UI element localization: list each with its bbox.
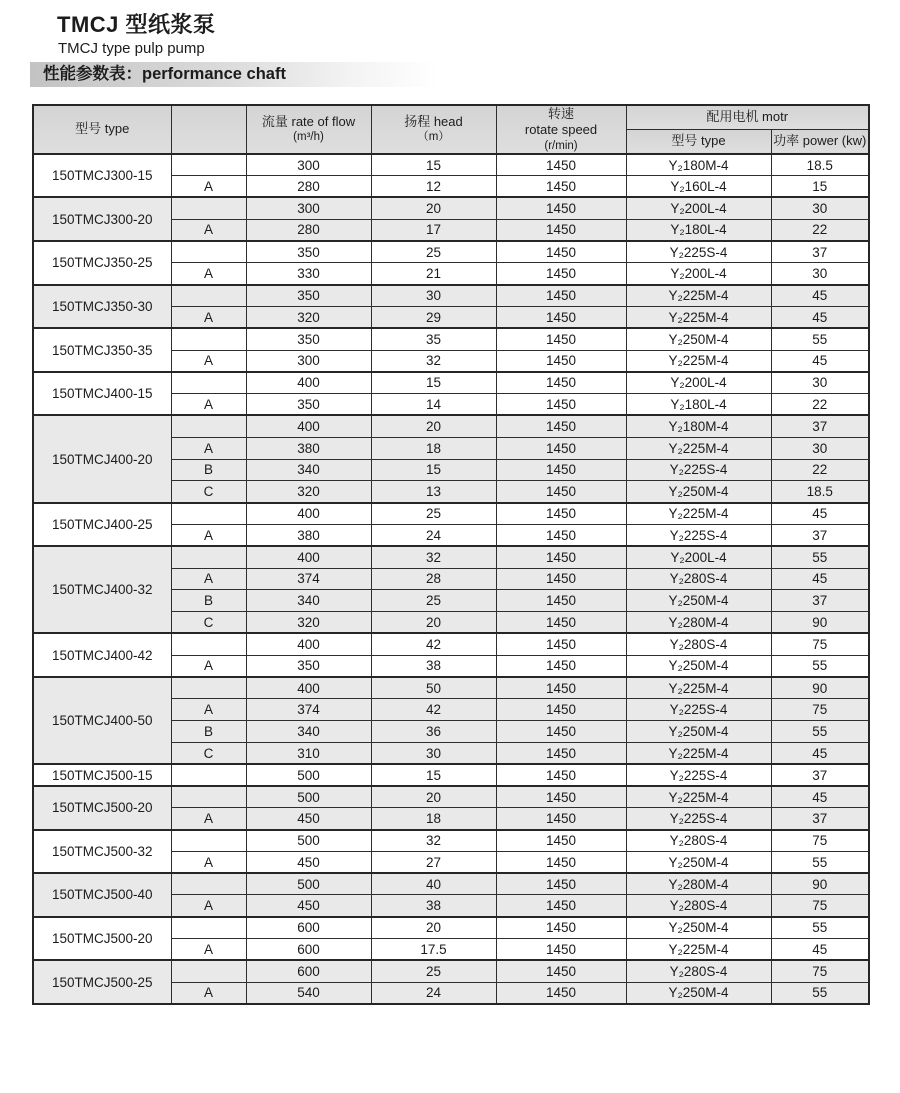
table-row [33,328,869,350]
header-motor-power: 功率 power (kw) [771,129,869,153]
cell-flow: 310 [246,742,371,764]
cell-motor: Y₂180L-4 [626,394,771,416]
cell-variant: A [171,851,246,873]
cell-power: 45 [771,503,869,525]
cell-flow: 280 [246,176,371,198]
cell-variant: A [171,176,246,198]
table-body [33,154,869,1004]
cell-power: 30 [771,263,869,285]
cell-model: 150TMCJ400-15 [33,372,171,416]
cell-motor: Y₂250M-4 [626,851,771,873]
table-row [33,786,869,808]
cell-variant: C [171,481,246,503]
header-motor-group: 配用电机 motr [626,105,869,129]
cell-variant [171,873,246,895]
cell-speed: 1450 [496,372,626,394]
cell-model: 150TMCJ350-25 [33,241,171,285]
cell-head: 15 [371,459,496,481]
cell-variant [171,415,246,437]
cell-speed: 1450 [496,960,626,982]
cell-speed: 1450 [496,350,626,372]
cell-speed: 1450 [496,742,626,764]
cell-motor: Y₂280M-4 [626,612,771,634]
cell-model: 150TMCJ400-42 [33,633,171,677]
cell-motor: Y₂225M-4 [626,306,771,328]
table-row [33,633,869,655]
cell-head: 30 [371,742,496,764]
cell-variant: A [171,350,246,372]
cell-speed: 1450 [496,721,626,743]
cell-head: 38 [371,895,496,917]
cell-head: 12 [371,176,496,198]
cell-variant: A [171,982,246,1004]
header-model: 型号 type [33,105,171,154]
cell-variant: A [171,895,246,917]
cell-flow: 340 [246,590,371,612]
cell-motor: Y₂225M-4 [626,677,771,699]
cell-flow: 600 [246,917,371,939]
cell-variant: C [171,742,246,764]
cell-head: 20 [371,612,496,634]
cell-flow: 500 [246,830,371,852]
cell-head: 20 [371,786,496,808]
cell-flow: 320 [246,306,371,328]
cell-motor: Y₂225M-4 [626,350,771,372]
cell-speed: 1450 [496,437,626,459]
table-row [33,917,869,939]
cell-speed: 1450 [496,328,626,350]
header-flow-unit: (m³/h) [293,131,324,144]
cell-variant [171,546,246,568]
cell-variant: B [171,459,246,481]
cell-motor: Y₂200L-4 [626,546,771,568]
cell-variant [171,633,246,655]
cell-model: 150TMCJ350-35 [33,328,171,372]
cell-flow: 500 [246,764,371,786]
cell-head: 29 [371,306,496,328]
cell-speed: 1450 [496,655,626,677]
cell-power: 30 [771,372,869,394]
cell-head: 27 [371,851,496,873]
cell-head: 50 [371,677,496,699]
cell-power: 22 [771,459,869,481]
cell-speed: 1450 [496,285,626,307]
cell-speed: 1450 [496,808,626,830]
cell-variant [171,503,246,525]
cell-variant: A [171,219,246,241]
performance-table [32,104,870,1005]
cell-head: 20 [371,415,496,437]
cell-power: 55 [771,328,869,350]
header-head-unit: （m） [417,131,450,144]
cell-power: 55 [771,655,869,677]
cell-speed: 1450 [496,219,626,241]
cell-flow: 300 [246,154,371,176]
cell-head: 36 [371,721,496,743]
cell-motor: Y₂280S-4 [626,895,771,917]
table-row [33,546,869,568]
cell-head: 18 [371,437,496,459]
header-speed-label-en: rotate speed [524,122,598,138]
table-row [33,197,869,219]
cell-head: 32 [371,830,496,852]
cell-power: 55 [771,721,869,743]
cell-flow: 340 [246,721,371,743]
cell-variant: A [171,394,246,416]
cell-motor: Y₂225S-4 [626,808,771,830]
cell-power: 45 [771,939,869,961]
cell-head: 42 [371,699,496,721]
cell-model: 150TMCJ500-40 [33,873,171,917]
cell-flow: 500 [246,786,371,808]
cell-head: 20 [371,197,496,219]
cell-speed: 1450 [496,590,626,612]
cell-flow: 400 [246,633,371,655]
section-banner-label: 性能参数表：performance chaft [43,65,286,83]
cell-power: 45 [771,742,869,764]
cell-variant [171,830,246,852]
cell-flow: 300 [246,350,371,372]
cell-speed: 1450 [496,982,626,1004]
cell-model: 150TMCJ500-20 [33,917,171,961]
cell-power: 37 [771,524,869,546]
cell-speed: 1450 [496,895,626,917]
cell-head: 24 [371,524,496,546]
cell-flow: 400 [246,372,371,394]
cell-flow: 350 [246,394,371,416]
cell-motor: Y₂225S-4 [626,459,771,481]
cell-motor: Y₂280S-4 [626,960,771,982]
cell-head: 25 [371,960,496,982]
cell-variant [171,372,246,394]
cell-flow: 500 [246,873,371,895]
cell-head: 32 [371,350,496,372]
header-speed [496,105,626,154]
table-row [33,677,869,699]
table-row [33,415,869,437]
cell-power: 75 [771,633,869,655]
cell-speed: 1450 [496,154,626,176]
cell-speed: 1450 [496,176,626,198]
cell-speed: 1450 [496,677,626,699]
cell-speed: 1450 [496,394,626,416]
cell-speed: 1450 [496,612,626,634]
cell-speed: 1450 [496,241,626,263]
cell-motor: Y₂225M-4 [626,437,771,459]
cell-motor: Y₂280S-4 [626,568,771,590]
cell-variant: A [171,524,246,546]
cell-motor: Y₂225M-4 [626,503,771,525]
cell-flow: 600 [246,939,371,961]
table-row [33,873,869,895]
cell-head: 17.5 [371,939,496,961]
cell-motor: Y₂250M-4 [626,655,771,677]
cell-power: 15 [771,176,869,198]
table-row [33,285,869,307]
cell-flow: 330 [246,263,371,285]
cell-flow: 400 [246,677,371,699]
header-variant [171,105,246,154]
table-row [33,241,869,263]
cell-variant [171,960,246,982]
cell-flow: 400 [246,503,371,525]
cell-power: 55 [771,917,869,939]
cell-flow: 350 [246,241,371,263]
cell-model: 150TMCJ350-30 [33,285,171,329]
cell-flow: 340 [246,459,371,481]
cell-power: 37 [771,415,869,437]
cell-variant: B [171,590,246,612]
cell-power: 55 [771,546,869,568]
cell-speed: 1450 [496,939,626,961]
table-row [33,960,869,982]
cell-speed: 1450 [496,459,626,481]
header-speed-label-zh: 转速 [547,106,574,121]
cell-flow: 350 [246,328,371,350]
cell-motor: Y₂225S-4 [626,764,771,786]
cell-speed: 1450 [496,263,626,285]
cell-speed: 1450 [496,699,626,721]
cell-model: 150TMCJ500-15 [33,764,171,786]
header-speed-unit: (r/min) [544,139,578,152]
cell-speed: 1450 [496,306,626,328]
cell-flow: 374 [246,699,371,721]
cell-motor: Y₂225S-4 [626,699,771,721]
cell-head: 25 [371,241,496,263]
cell-flow: 374 [246,568,371,590]
cell-head: 30 [371,285,496,307]
cell-flow: 450 [246,851,371,873]
cell-motor: Y₂250M-4 [626,590,771,612]
cell-power: 45 [771,568,869,590]
cell-variant: A [171,808,246,830]
cell-flow: 380 [246,524,371,546]
cell-head: 32 [371,546,496,568]
cell-power: 90 [771,873,869,895]
cell-variant: B [171,721,246,743]
cell-motor: Y₂250M-4 [626,481,771,503]
cell-power: 37 [771,241,869,263]
cell-head: 40 [371,873,496,895]
cell-flow: 320 [246,612,371,634]
page [0,8,900,1093]
cell-power: 55 [771,851,869,873]
cell-power: 37 [771,590,869,612]
cell-flow: 450 [246,895,371,917]
cell-speed: 1450 [496,524,626,546]
table-row [33,830,869,852]
cell-power: 75 [771,895,869,917]
cell-speed: 1450 [496,851,626,873]
cell-variant: A [171,699,246,721]
cell-power: 75 [771,960,869,982]
cell-speed: 1450 [496,503,626,525]
cell-power: 90 [771,677,869,699]
cell-motor: Y₂225M-4 [626,939,771,961]
cell-power: 75 [771,830,869,852]
cell-flow: 400 [246,546,371,568]
table-row [33,503,869,525]
cell-model: 150TMCJ400-50 [33,677,171,764]
cell-power: 90 [771,612,869,634]
cell-motor: Y₂225M-4 [626,786,771,808]
table-row [33,154,869,176]
cell-variant: A [171,939,246,961]
cell-motor: Y₂180M-4 [626,415,771,437]
cell-power: 22 [771,394,869,416]
cell-motor: Y₂200L-4 [626,263,771,285]
cell-model: 150TMCJ500-32 [33,830,171,874]
cell-head: 28 [371,568,496,590]
cell-motor: Y₂160L-4 [626,176,771,198]
cell-head: 20 [371,917,496,939]
cell-speed: 1450 [496,568,626,590]
cell-speed: 1450 [496,481,626,503]
cell-head: 18 [371,808,496,830]
cell-power: 55 [771,982,869,1004]
cell-variant [171,677,246,699]
cell-variant [171,285,246,307]
cell-power: 30 [771,437,869,459]
cell-flow: 280 [246,219,371,241]
page-title: TMCJ 型纸浆泵 [57,12,216,37]
cell-head: 42 [371,633,496,655]
cell-head: 38 [371,655,496,677]
cell-model: 150TMCJ300-20 [33,197,171,241]
cell-model: 150TMCJ400-25 [33,503,171,547]
cell-head: 13 [371,481,496,503]
cell-motor: Y₂250M-4 [626,721,771,743]
cell-flow: 600 [246,960,371,982]
cell-power: 45 [771,350,869,372]
cell-head: 35 [371,328,496,350]
cell-head: 14 [371,394,496,416]
cell-motor: Y₂280S-4 [626,633,771,655]
cell-speed: 1450 [496,917,626,939]
cell-variant [171,328,246,350]
cell-power: 18.5 [771,481,869,503]
cell-power: 22 [771,219,869,241]
cell-model: 150TMCJ500-20 [33,786,171,830]
cell-speed: 1450 [496,764,626,786]
cell-head: 24 [371,982,496,1004]
header-head [371,105,496,154]
cell-motor: Y₂225M-4 [626,285,771,307]
header-flow [246,105,371,154]
cell-head: 25 [371,503,496,525]
cell-variant: A [171,655,246,677]
cell-model: 150TMCJ500-25 [33,960,171,1004]
cell-motor: Y₂225M-4 [626,742,771,764]
cell-motor: Y₂200L-4 [626,372,771,394]
header-head-label: 扬程 head [404,114,463,130]
cell-variant: C [171,612,246,634]
cell-flow: 350 [246,655,371,677]
cell-flow: 300 [246,197,371,219]
cell-variant: A [171,263,246,285]
header-flow-label: 流量 rate of flow [261,114,356,130]
cell-motor: Y₂180M-4 [626,154,771,176]
cell-power: 75 [771,699,869,721]
cell-model: 150TMCJ400-20 [33,415,171,502]
cell-variant [171,786,246,808]
cell-flow: 350 [246,285,371,307]
cell-flow: 320 [246,481,371,503]
cell-speed: 1450 [496,873,626,895]
cell-motor: Y₂280S-4 [626,830,771,852]
cell-power: 18.5 [771,154,869,176]
cell-flow: 450 [246,808,371,830]
cell-speed: 1450 [496,197,626,219]
cell-flow: 540 [246,982,371,1004]
cell-variant [171,197,246,219]
cell-motor: Y₂250M-4 [626,982,771,1004]
table-row [33,764,869,786]
table-header [33,105,869,154]
cell-motor: Y₂280M-4 [626,873,771,895]
cell-power: 37 [771,808,869,830]
cell-variant: A [171,437,246,459]
cell-speed: 1450 [496,830,626,852]
cell-motor: Y₂225S-4 [626,524,771,546]
cell-motor: Y₂250M-4 [626,917,771,939]
cell-flow: 400 [246,415,371,437]
cell-head: 15 [371,154,496,176]
cell-head: 15 [371,764,496,786]
cell-variant [171,241,246,263]
cell-motor: Y₂225S-4 [626,241,771,263]
cell-motor: Y₂200L-4 [626,197,771,219]
section-banner [30,62,438,87]
cell-speed: 1450 [496,633,626,655]
table-row [33,372,869,394]
page-subtitle: TMCJ type pulp pump [58,40,205,57]
cell-head: 25 [371,590,496,612]
cell-variant [171,764,246,786]
cell-motor: Y₂180L-4 [626,219,771,241]
cell-power: 37 [771,764,869,786]
cell-power: 45 [771,285,869,307]
cell-variant [171,917,246,939]
cell-power: 45 [771,786,869,808]
cell-flow: 380 [246,437,371,459]
cell-speed: 1450 [496,786,626,808]
cell-model: 150TMCJ400-32 [33,546,171,633]
cell-variant: A [171,568,246,590]
cell-head: 15 [371,372,496,394]
cell-head: 21 [371,263,496,285]
header-motor-model: 型号 type [626,129,771,153]
cell-variant: A [171,306,246,328]
cell-variant [171,154,246,176]
cell-speed: 1450 [496,546,626,568]
cell-power: 30 [771,197,869,219]
cell-motor: Y₂250M-4 [626,328,771,350]
cell-power: 45 [771,306,869,328]
cell-speed: 1450 [496,415,626,437]
cell-head: 17 [371,219,496,241]
cell-model: 150TMCJ300-15 [33,154,171,198]
